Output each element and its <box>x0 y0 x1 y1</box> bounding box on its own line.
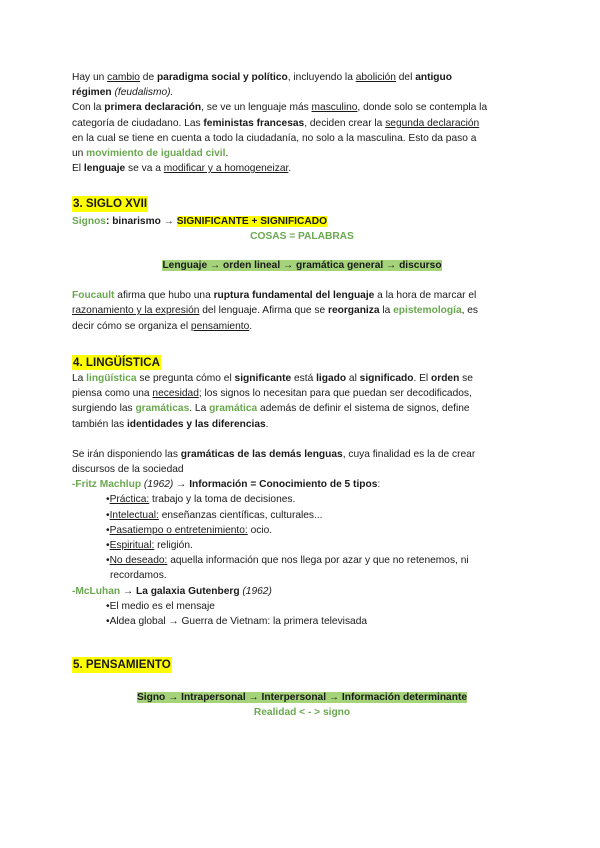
section-heading: 4. LINGÜÍSTICA <box>73 355 160 369</box>
list-item: •El medio es el mensaje <box>106 600 215 612</box>
section-siglo-xvii: 3. SIGLO XVII Signos: binarismo → SIGNIFICANTE + SIGNIFICADO COSAS = PALABRAS Lenguaje → orden lineal → gramática general → discurso Foucault afirma que hubo una ruptura fundamental del lenguaje a la hora de marcar el razonamiento y la expresión del lenguaje. Afirma que se reorganiza la epistemología, es decir cómo se organiza el pensamiento. <box>72 196 532 333</box>
section-linguistica: 4. LINGÜÍSTICA La lingüística se pregunta cómo el significante está ligado al significado. El orden se piensa como una necesidad; los signos lo necesitan para que puedan ser decodificados, surgiendo las gramáticas. La gramática además de definir el sistema de signos, define también las identidades y las diferencias. Se irán disponiendo las gramáticas de las demás lenguas, cuya finalidad es la de crear discursos de la sociedad -Fritz Machlup (1962) → Información = Conocimiento de 5 tipos: •Práctica: trabajo y la toma de decisiones. •Intelectual: enseñanzas científicas, culturales... •Pasatiempo o entretenimiento: ocio. •Espiritual: religión. •No deseado: aquella información que nos llega por azar y que no retenemos, ni recordamos. -McLuhan → La galaxia Gutenberg (1962) •El medio es el mensaje •Aldea global → Guerra de Vietnam: la primera televisada <box>72 355 532 629</box>
list-item: •Intelectual: enseñanzas científicas, culturales... <box>106 509 323 521</box>
document-page <box>72 70 532 720</box>
section-heading: 5. PENSAMIENTO <box>73 658 171 672</box>
section-heading: 3. SIGLO XVII <box>73 197 148 211</box>
list-item: •Aldea global → Guerra de Vietnam: la primera televisada <box>106 616 368 628</box>
gramaticas-paragraph: Se irán disponiendo las gramáticas de las demás lenguas, cuya finalidad es la de crear discursos de la sociedad <box>72 448 476 476</box>
list-item: •Espiritual: religión. <box>106 540 193 552</box>
foucault-paragraph: Foucault afirma que hubo una ruptura fundamental del lenguaje a la hora de marcar el razonamiento y la expresión del lenguaje. Afirma que se reorganiza la epistemología, es decir cómo se organiza el pensamiento. <box>72 290 479 332</box>
language-chain: Lenguaje → orden lineal → gramática general → discurso <box>162 260 442 272</box>
realidad-signo: Realidad < - > signo <box>253 706 351 718</box>
list-item: •No deseado: aquella información que nos llega por azar y que no retenemos, ni <box>106 555 469 567</box>
section-pensamiento <box>72 657 532 720</box>
list-item: •Pasatiempo o entretenimiento: ocio. <box>106 524 273 536</box>
intro-paragraph: Hay un cambio de paradigma social y político, incluyendo la abolición del antiguo régimen (feudalismo). Con la primera declaración, se ve un lenguaje más masculino, donde solo se contempla la categoría de ciudadano. Las feministas francesas, deciden crear la segunda declaración en la cual se tiene en cuenta a todo la ciudadanía, no solo a la masculina. Esto da paso a un movimiento de igualdad civil. El lenguaje se va a modificar y a homogeneizar. <box>72 72 488 175</box>
fritz-machlup-line: -Fritz Machlup (1962) → Información = Conocimiento de 5 tipos: <box>72 479 381 491</box>
mcluhan-line: -McLuhan → La galaxia Gutenberg (1962) <box>72 585 272 597</box>
list-item: •Práctica: trabajo y la toma de decisiones. <box>106 494 296 506</box>
mcluhan-list <box>72 599 532 629</box>
thought-chain: Signo → Intrapersonal → Interpersonal → Información determinante <box>136 691 467 703</box>
information-types-list: •Práctica: trabajo y la toma de decisiones. •Intelectual: enseñanzas científicas, culturales... •Pasatiempo o entretenimiento: ocio. •Espiritual: religión. •No deseado: aquella información que nos llega por azar y que no retenemos, ni recordamos. <box>72 492 532 583</box>
